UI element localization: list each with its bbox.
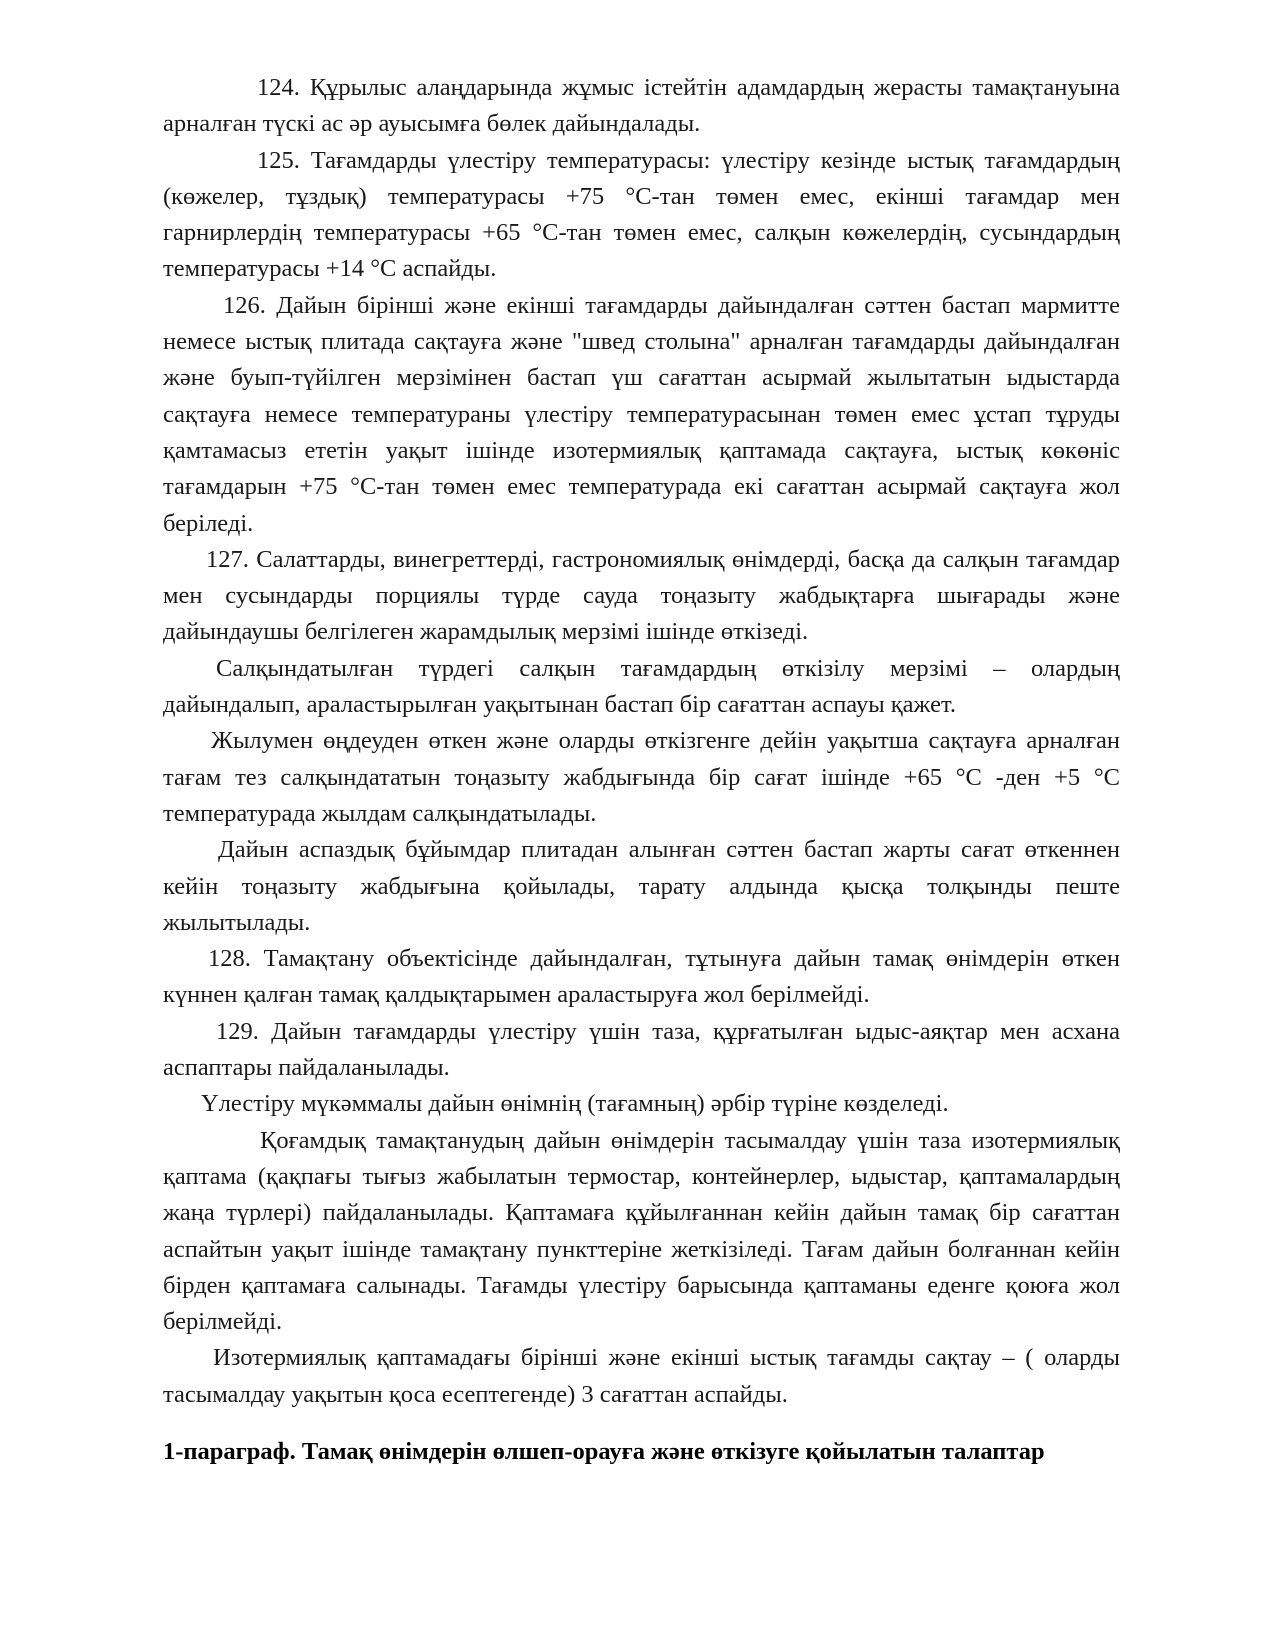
paragraph-transport-packaging: Қоғамдық тамақтанудың дайын өнімдерін тасымалдау үшін таза изотермиялық қаптама (қақпағы тығыз жабылатын термостар, контейнерлер, ыдыстар, қаптамалардың жаңа түрлері) пайдаланылады. Қаптамаға құйылғаннан кейін дайын тамақ бір сағаттан аспайтын уақыт ішінде тамақтану пункттеріне жеткізіледі. Тағам дайын болғаннан кейін бірден қаптамаға салынады. Тағамды үлестіру барысында қаптаманы еденге қоюға жол берілмейді. — [163, 1126, 1120, 1336]
paragraph-124: 124. Құрылыс алаңдарында жұмыс істейтін адамдардың жерасты тамақтануына арналған түскі ас әр ауысымға бөлек дайындалады. — [163, 74, 1120, 138]
paragraph-storage-time: Изотермиялық қаптамадағы бірінші және екінші ыстық тағамды сақтау – ( оларды тасымалдау уақытын қоса есептегенде) 3 сағаттан аспайды. — [163, 1344, 1120, 1408]
paragraph-127: 127. Салаттарды, винегреттерді, гастрономиялық өнімдерді, басқа да салқын тағамдар мен сусындарды порциялы түрде сауда тоңазыту жабдықтарға шығарады және дайындаушы белгілеген жарамдылық мерзімі ішінде өткізеді. — [163, 545, 1120, 646]
document-body — [163, 70, 1120, 1413]
paragraph-serving-inventory: Үлестіру мүкәммалы дайын өнімнің (тағамның) әрбір түріне көзделеді. — [201, 1090, 949, 1118]
paragraph-cold-dishes-term: Салқындатылған түрдегі салқын тағамдардың өткізілу мерзімі – олардың дайындалып, араластырылған уақытынан бастап бір сағаттан аспауы қажет. — [163, 654, 1120, 719]
section-heading: 1-параграф. Тамақ өнімдерін өлшеп-орауға және өткізуге қойылатын талаптар — [163, 1437, 1045, 1465]
paragraph-126: 126. Дайын бірінші және екінші тағамдарды дайындалған сәттен бастап мармитте немесе ыстық плитада сақтауға және "швед столына" арналған тағамдарды дайындалған және буып-түйілген мерзімінен бастап үш сағаттан асырмай жылытатын ыдыстарда сақтауға немесе температураны үлестіру температурасынан төмен емес ұстап тұруды қамтамасыз ететін уақыт ішінде изотермиялық қаптамада сақтауға, ыстық көкөніс тағамдарын +75 °С-тан төмен емес температурада екі сағаттан асырмай сақтауға жол беріледі. — [163, 291, 1120, 537]
document-page — [163, 70, 1120, 1470]
paragraph-culinary-products: Дайын аспаздық бұйымдар плитадан алынған сәттен бастап жарты сағат өткеннен кейін тоңазыту жабдығына қойылады, тарату алдында қысқа толқынды пеште жылытылады. — [163, 836, 1120, 936]
paragraph-rapid-cooling: Жылумен өңдеуден өткен және оларды өткізгенге дейін уақытша сақтауға арналған тағам тез салқындататын тоңазыту жабдығында бір сағат ішінде +65 °С -ден +5 °С температурада жылдам салқындатылады. — [163, 727, 1120, 827]
paragraph-128: 128. Тамақтану объектісінде дайындалған, тұтынуға дайын тамақ өнімдерін өткен күннен қалған тамақ қалдықтарымен араластыруға жол берілмейді. — [163, 945, 1120, 1009]
paragraph-125: 125. Тағамдарды үлестіру температурасы: үлестіру кезінде ыстық тағамдардың (көжелер, тұздық) температурасы +75 °С-тан төмен емес, екінші тағамдар мен гарнирлердің температурасы +65 °С-тан төмен емес, салқын көжелердің, сусындардың температурасы +14 °С аспайды. — [163, 146, 1120, 283]
paragraph-129: 129. Дайын тағамдарды үлестіру үшін таза, құрғатылған ыдыс-аяқтар мен асхана аспаптары пайдаланылады. — [163, 1017, 1120, 1082]
